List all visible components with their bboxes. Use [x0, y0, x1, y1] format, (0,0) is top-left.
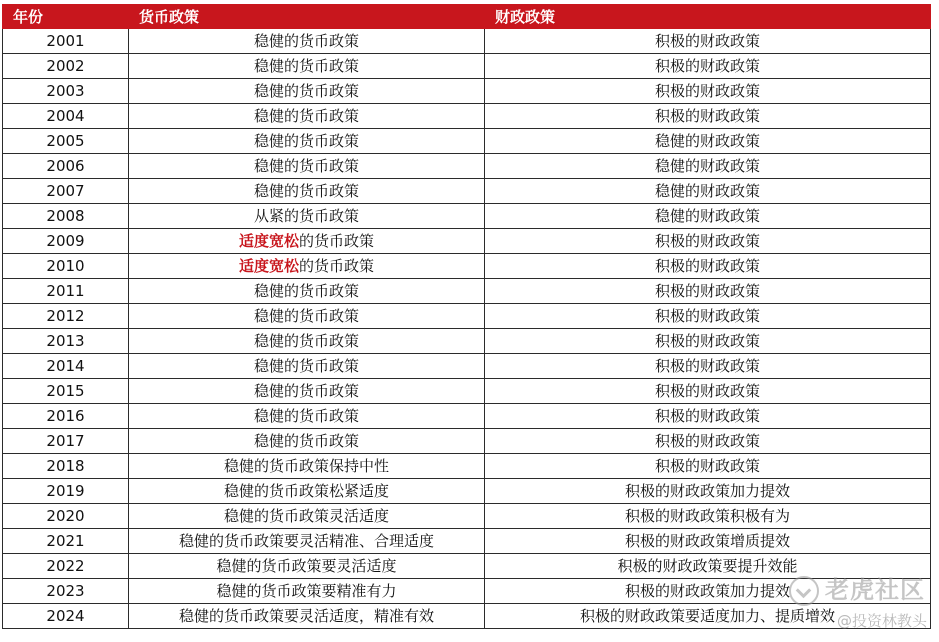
- monetary-policy-text: 稳健的货币政策: [253, 357, 359, 375]
- watermark-brand-text: 老虎社区: [825, 576, 925, 604]
- fiscal-policy-cell: 积极的财政政策增质提效: [485, 529, 931, 554]
- fiscal-policy-cell: 稳健的财政政策: [485, 154, 931, 179]
- fiscal-policy-cell: 积极的财政政策: [485, 304, 931, 329]
- monetary-policy-cell: [129, 229, 485, 254]
- year-cell: 2015: [3, 379, 129, 404]
- monetary-policy-cell: [129, 129, 485, 154]
- monetary-policy-text: 稳健的货币政策: [253, 282, 359, 300]
- fiscal-policy-cell: 积极的财政政策: [485, 229, 931, 254]
- monetary-policy-text: 稳健的货币政策: [253, 332, 359, 350]
- policy-table: [2, 4, 931, 629]
- year-cell: 2022: [3, 554, 129, 579]
- year-cell: 2004: [3, 104, 129, 129]
- year-cell: 2016: [3, 404, 129, 429]
- monetary-policy-highlight: 适度宽松: [238, 232, 299, 250]
- year-cell: 2021: [3, 529, 129, 554]
- monetary-policy-cell: [129, 179, 485, 204]
- header-fiscal-policy: 财政政策: [485, 5, 931, 29]
- monetary-policy-text: 稳健的货币政策: [253, 407, 359, 425]
- fiscal-policy-cell: 稳健的财政政策: [485, 129, 931, 154]
- table-row: [3, 79, 931, 104]
- fiscal-policy-cell: 积极的财政政策: [485, 454, 931, 479]
- table-body: [3, 29, 931, 629]
- monetary-policy-cell: [129, 429, 485, 454]
- table-row: [3, 429, 931, 454]
- monetary-policy-text: 稳健的货币政策: [253, 32, 359, 50]
- monetary-policy-text: 从紧的货币政策: [253, 207, 359, 225]
- table-row: [3, 404, 931, 429]
- year-cell: 2008: [3, 204, 129, 229]
- fiscal-policy-cell: 积极的财政政策: [485, 79, 931, 104]
- monetary-policy-text: 稳健的货币政策保持中性: [223, 457, 389, 475]
- table-row: [3, 179, 931, 204]
- monetary-policy-text: 稳健的货币政策: [253, 107, 359, 125]
- fiscal-policy-cell: 积极的财政政策: [485, 254, 931, 279]
- year-cell: 2011: [3, 279, 129, 304]
- monetary-policy-text: 稳健的货币政策: [253, 157, 359, 175]
- monetary-policy-cell: [129, 404, 485, 429]
- monetary-policy-highlight: 适度宽松: [238, 257, 299, 275]
- fiscal-policy-cell: 积极的财政政策: [485, 104, 931, 129]
- header-year: 年份: [3, 5, 129, 29]
- year-cell: 2019: [3, 479, 129, 504]
- header-row: [3, 5, 931, 29]
- monetary-policy-text: 稳健的货币政策要灵活精准、合理适度: [178, 532, 434, 550]
- monetary-policy-cell: [129, 454, 485, 479]
- table-row: [3, 229, 931, 254]
- monetary-policy-text: 稳健的货币政策要灵活适度: [216, 557, 397, 575]
- year-cell: 2012: [3, 304, 129, 329]
- fiscal-policy-cell: 积极的财政政策加力提效: [485, 579, 931, 604]
- fiscal-policy-cell: 积极的财政政策要提升效能: [485, 554, 931, 579]
- table-row: [3, 254, 931, 279]
- author-watermark: @投资林教头: [836, 612, 927, 630]
- fiscal-policy-cell: 积极的财政政策加力提效: [485, 479, 931, 504]
- fiscal-policy-cell: 积极的财政政策: [485, 54, 931, 79]
- tiger-brand-icon: [789, 576, 819, 606]
- monetary-policy-cell: [129, 54, 485, 79]
- monetary-policy-cell: [129, 329, 485, 354]
- year-cell: 2017: [3, 429, 129, 454]
- year-cell: 2020: [3, 504, 129, 529]
- table-header: [3, 5, 931, 29]
- monetary-policy-text: 稳健的货币政策要灵活适度，精准有效: [178, 607, 434, 625]
- table-row: [3, 304, 931, 329]
- table-row: [3, 504, 931, 529]
- monetary-policy-text: 稳健的货币政策: [253, 182, 359, 200]
- fiscal-policy-cell: 积极的财政政策: [485, 354, 931, 379]
- monetary-policy-text: 稳健的货币政策: [253, 382, 359, 400]
- year-cell: 2005: [3, 129, 129, 154]
- table-row: [3, 104, 931, 129]
- monetary-policy-text: 的货币政策: [299, 257, 375, 275]
- monetary-policy-cell: [129, 479, 485, 504]
- monetary-policy-text: 稳健的货币政策要精准有力: [216, 582, 397, 600]
- year-cell: 2002: [3, 54, 129, 79]
- fiscal-policy-cell: 积极的财政政策要适度加力、提质增效: [485, 604, 931, 629]
- monetary-policy-cell: [129, 554, 485, 579]
- table-row: [3, 379, 931, 404]
- year-cell: 2006: [3, 154, 129, 179]
- year-cell: 2001: [3, 29, 129, 54]
- fiscal-policy-cell: 积极的财政政策: [485, 379, 931, 404]
- monetary-policy-text: 的货币政策: [299, 232, 375, 250]
- monetary-policy-cell: [129, 354, 485, 379]
- monetary-policy-cell: [129, 254, 485, 279]
- fiscal-policy-cell: 积极的财政政策: [485, 429, 931, 454]
- year-cell: 2010: [3, 254, 129, 279]
- table-row: [3, 154, 931, 179]
- monetary-policy-cell: [129, 529, 485, 554]
- year-cell: 2013: [3, 329, 129, 354]
- fiscal-policy-cell: 积极的财政政策: [485, 29, 931, 54]
- header-monetary-policy: 货币政策: [129, 5, 485, 29]
- monetary-policy-text: 稳健的货币政策: [253, 57, 359, 75]
- year-cell: 2007: [3, 179, 129, 204]
- monetary-policy-text: 稳健的货币政策灵活适度: [223, 507, 389, 525]
- monetary-policy-text: 稳健的货币政策: [253, 132, 359, 150]
- table-row: [3, 279, 931, 304]
- table-row: [3, 54, 931, 79]
- table-row: [3, 354, 931, 379]
- year-cell: 2024: [3, 604, 129, 629]
- fiscal-policy-cell: 积极的财政政策: [485, 329, 931, 354]
- monetary-policy-cell: [129, 79, 485, 104]
- table-row: [3, 604, 931, 629]
- fiscal-policy-cell: 积极的财政政策: [485, 404, 931, 429]
- monetary-policy-text: 稳健的货币政策: [253, 82, 359, 100]
- year-cell: 2014: [3, 354, 129, 379]
- year-cell: 2023: [3, 579, 129, 604]
- table-row: [3, 529, 931, 554]
- monetary-policy-cell: [129, 379, 485, 404]
- monetary-policy-cell: [129, 604, 485, 629]
- monetary-policy-cell: [129, 279, 485, 304]
- monetary-policy-cell: [129, 504, 485, 529]
- monetary-policy-text: 稳健的货币政策: [253, 432, 359, 450]
- year-cell: 2009: [3, 229, 129, 254]
- year-cell: 2003: [3, 79, 129, 104]
- monetary-policy-cell: [129, 304, 485, 329]
- monetary-policy-cell: [129, 579, 485, 604]
- table-row: [3, 29, 931, 54]
- year-cell: 2018: [3, 454, 129, 479]
- monetary-policy-cell: [129, 104, 485, 129]
- fiscal-policy-cell: 稳健的财政政策: [485, 204, 931, 229]
- fiscal-policy-cell: 稳健的财政政策: [485, 179, 931, 204]
- monetary-policy-cell: [129, 204, 485, 229]
- fiscal-policy-cell: 积极的财政政策积极有为: [485, 504, 931, 529]
- monetary-policy-cell: [129, 154, 485, 179]
- monetary-policy-text: 稳健的货币政策松紧适度: [223, 482, 389, 500]
- brand-watermark: [789, 570, 925, 606]
- table-row: [3, 204, 931, 229]
- monetary-policy-cell: [129, 29, 485, 54]
- fiscal-policy-cell: 积极的财政政策: [485, 279, 931, 304]
- table-row: [3, 129, 931, 154]
- table-row: [3, 479, 931, 504]
- table-row: [3, 329, 931, 354]
- monetary-policy-text: 稳健的货币政策: [253, 307, 359, 325]
- table-row: [3, 454, 931, 479]
